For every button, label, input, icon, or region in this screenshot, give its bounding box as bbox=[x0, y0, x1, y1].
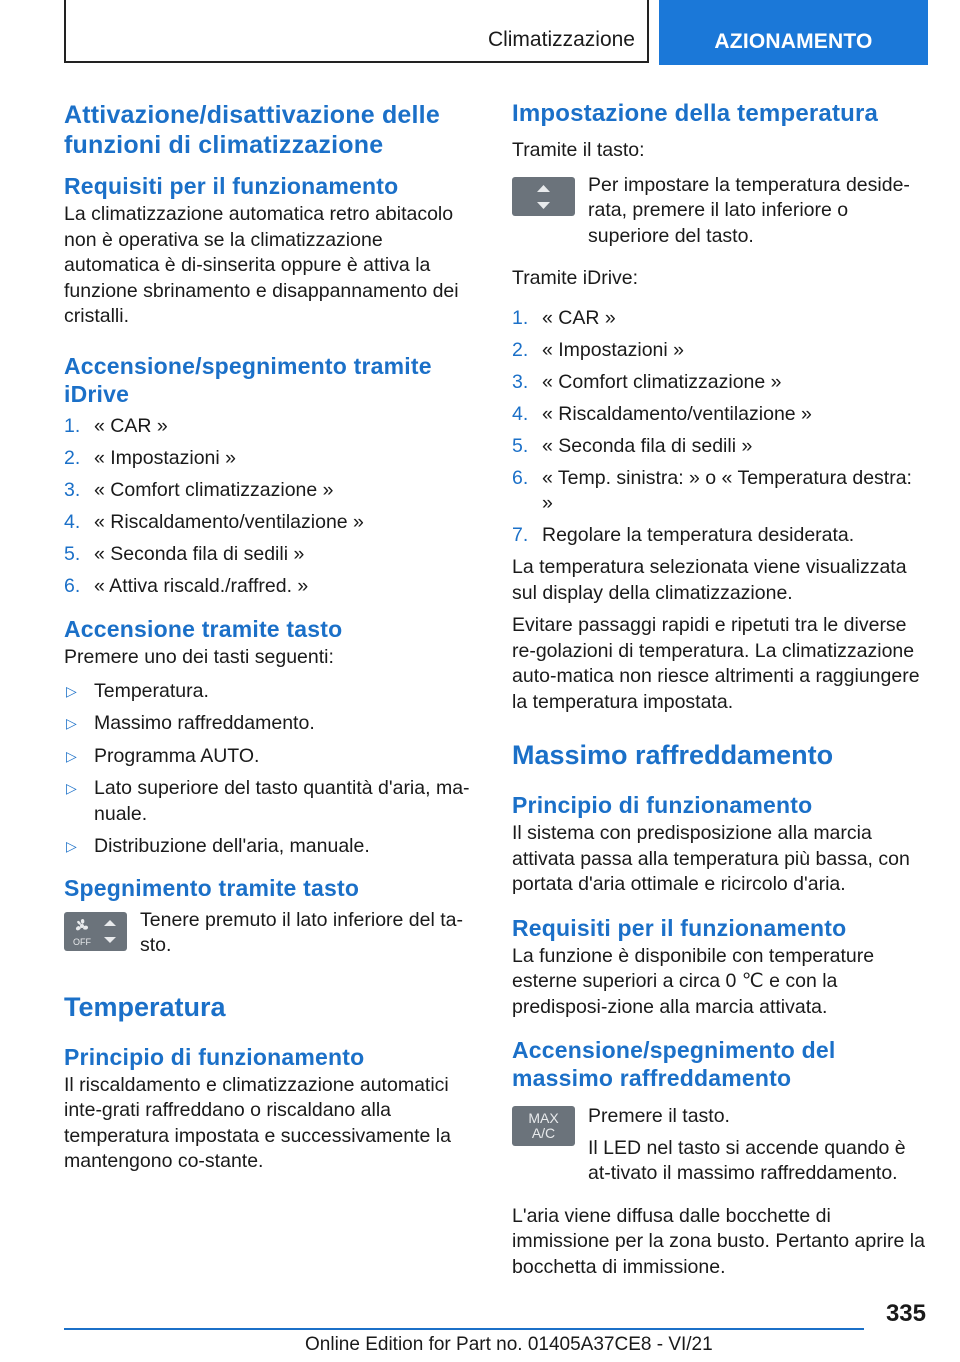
list-item: ▷ Temperatura. bbox=[64, 679, 479, 705]
list-item: 2. « Impostazioni » bbox=[64, 446, 236, 469]
list-item: ▷ Lato superiore del tasto quantità d'aria, ma-nuale. bbox=[66, 777, 470, 825]
heading-requirements: Requisiti per il funzionamento bbox=[512, 914, 847, 941]
idrive-steps-list bbox=[64, 414, 479, 600]
fan-off-button-icon bbox=[64, 912, 127, 951]
text-led: Il LED nel tasto si accende quando è at-tivato il massimo raffreddamento. bbox=[588, 1136, 906, 1184]
list-item: 5. « Seconda fila di sedili » bbox=[64, 542, 305, 565]
edition-text: Online Edition for Part no. 01405A37CE8 - VI/21 bbox=[305, 1334, 713, 1355]
heading-idrive: Accensione/spegnimento tramite iDrive bbox=[64, 352, 432, 407]
list-item: 1. « CAR » bbox=[64, 414, 168, 437]
heading-set-temperature: Impostazione della temperatura bbox=[512, 100, 879, 127]
text-requirements: La funzione è disponibile con temperature esterne superiori a circa 0 ℃ e con la predisposi-zione alla marcia attivata. bbox=[512, 944, 875, 1018]
text-button-off: Tenere premuto il lato inferiore del ta-sto. bbox=[140, 908, 463, 956]
list-item: ▷ Distribuzione dell'aria, manuale. bbox=[64, 834, 479, 860]
list-item: 2. « Impostazioni » bbox=[512, 338, 684, 361]
triangle-bullet-icon: ▷ bbox=[66, 838, 77, 854]
max-ac-button-icon bbox=[512, 1106, 575, 1146]
max-icon-label-line1: MAX bbox=[528, 1110, 559, 1126]
idrive-steps-list bbox=[512, 306, 927, 549]
triangle-bullet-icon: ▷ bbox=[66, 747, 77, 764]
list-item: 5. « Seconda fila di sedili » bbox=[512, 434, 753, 457]
text-via-button: Tramite il tasto: bbox=[512, 139, 645, 161]
list-item: ▷ Programma AUTO. bbox=[64, 744, 479, 770]
text-via-idrive: Tramite iDrive: bbox=[512, 267, 639, 289]
text-avoid: Evitare passaggi rapidi e ripetuti tra le diverse re-golazioni di temperatura. La climatizzazione auto-matica non riesce altrimenti a raggiungere la temperatura impostata. bbox=[512, 614, 920, 713]
triangle-bullet-icon: ▷ bbox=[66, 715, 77, 731]
heading-button-on: Accensione tramite tasto bbox=[64, 616, 343, 642]
temp-button-paragraph bbox=[512, 173, 927, 250]
list-item: 4. « Riscaldamento/ventilazione » bbox=[512, 402, 812, 425]
heading-max-cooling: Massimo raffreddamento bbox=[512, 740, 834, 770]
section-box bbox=[64, 0, 649, 63]
text-air: L'aria viene diffusa dalle bocchette di immissione per la zona busto. Pertanto aprire la bocchetta di immissione. bbox=[512, 1204, 925, 1278]
list-item: 6. « Temp. sinistra: » o « Temperatura destra: » bbox=[512, 466, 912, 514]
heading-button-off: Spegnimento tramite tasto bbox=[64, 874, 360, 901]
button-off-paragraph bbox=[64, 908, 479, 959]
text-press: Premere il tasto. bbox=[588, 1105, 730, 1127]
text-display: La temperatura selezionata viene visualizzata sul display della climatizzazione. bbox=[512, 556, 907, 604]
list-item: 7. Regolare la temperatura desiderata. bbox=[512, 524, 855, 546]
triangle-bullet-icon: ▷ bbox=[66, 780, 77, 796]
text-requirements: La climatizzazione automatica retro abitacolo non è operativa se la climatizzazione automatica è di-sinserita oppure è attiva la funzione sbrinamento e disappannamento dei cristalli. bbox=[64, 203, 459, 327]
page-header bbox=[64, 0, 928, 65]
off-icon-label: OFF bbox=[73, 936, 91, 947]
text-button-desc: Per impostare la temperatura deside-rata, premere il lato inferiore o superiore del tasto. bbox=[588, 173, 910, 247]
list-item: 3. « Comfort climatizzazione » bbox=[64, 478, 334, 501]
page-number: 335 bbox=[885, 1300, 926, 1327]
left-column bbox=[64, 100, 479, 1175]
max-cool-button-paragraph bbox=[512, 1104, 927, 1187]
text-principle: Il sistema con predisposizione alla marcia attivata passa alla temperatura più bassa, con portata d'aria ottimale e ricircolo d'aria. bbox=[512, 822, 910, 895]
buttons-list bbox=[64, 679, 479, 860]
list-item: 1. « CAR » bbox=[512, 306, 616, 329]
heading-requirements: Requisiti per il funzionamento bbox=[64, 173, 399, 199]
heading-temperature: Temperatura bbox=[64, 991, 226, 1022]
section-title: Climatizzazione bbox=[487, 28, 635, 51]
right-column bbox=[512, 100, 927, 1280]
chapter-tab: AZIONAMENTO bbox=[659, 0, 928, 65]
heading-max-cooling-on-off: Accensione/spegnimento del massimo raffreddamento bbox=[512, 1037, 836, 1091]
list-item: 3. « Comfort climatizzazione » bbox=[512, 370, 782, 393]
heading-activation: Attivazione/disattivazione delle funzioni di climatizzazione bbox=[64, 101, 440, 159]
footer-divider bbox=[64, 1328, 864, 1330]
list-item: 6. « Attiva riscald./raffred. » bbox=[64, 574, 309, 597]
temperature-up-down-button-icon bbox=[512, 177, 575, 216]
text-principle: Il riscaldamento e climatizzazione automatici inte-grati raffreddano o riscaldano alla temperatura impostata e successivamente la mantengono co-stante. bbox=[64, 1073, 451, 1172]
max-icon-label-line2: A/C bbox=[531, 1125, 556, 1141]
list-item: 4. « Riscaldamento/ventilazione » bbox=[64, 510, 364, 533]
heading-principle: Principio di funzionamento bbox=[64, 1043, 365, 1070]
triangle-bullet-icon: ▷ bbox=[66, 682, 77, 699]
list-item: ▷ Massimo raffreddamento. bbox=[64, 711, 479, 737]
text-button-on: Premere uno dei tasti seguenti: bbox=[64, 646, 334, 668]
heading-principle: Principio di funzionamento bbox=[512, 792, 813, 818]
